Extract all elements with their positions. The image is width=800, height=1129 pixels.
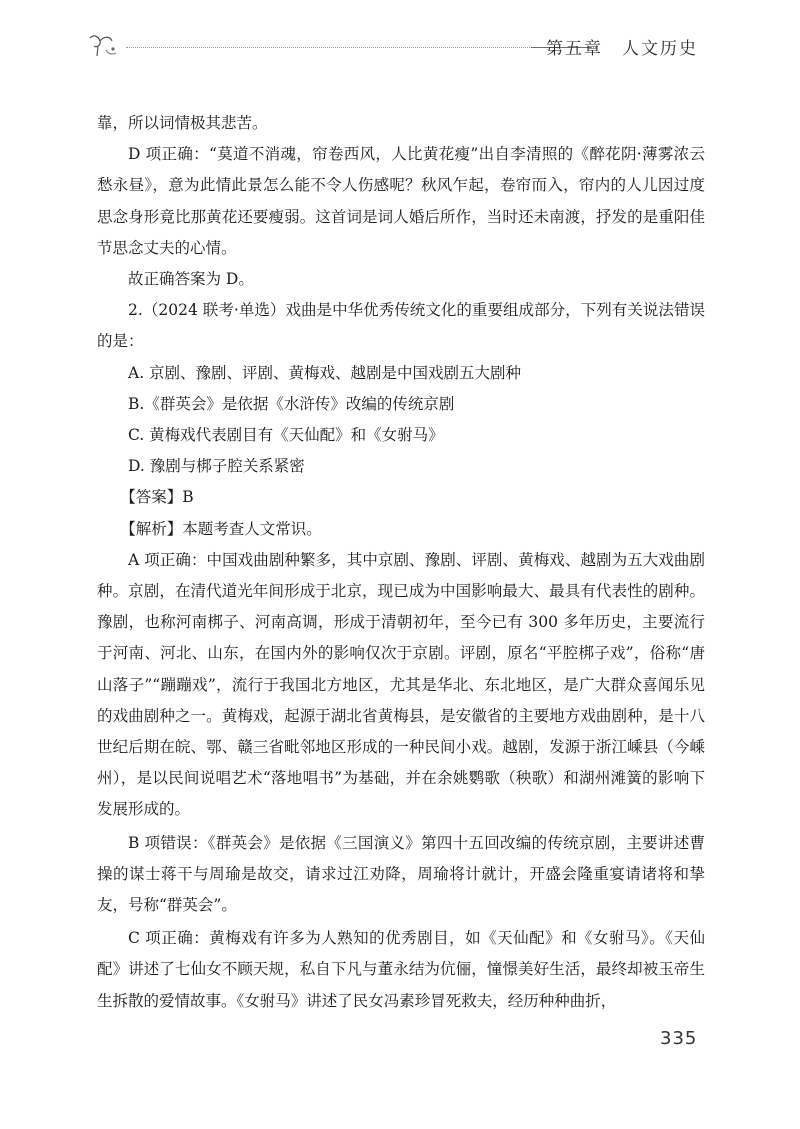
question-option-d: D. 豫剧与梆子腔关系紧密 bbox=[128, 457, 305, 476]
question-stem: 2.（2024 联考·单选）戏曲是中华优秀传统文化的重要组成部分，下列有关说法错误的是： bbox=[97, 301, 705, 351]
paragraph-option-d-explanation: D 项正确：“莫道不消魂，帘卷西风，人比黄花瘦”出自李清照的《醉花阴·薄雾浓云愁永昼》，意为此情此景怎么能不令人伤感呢？秋风乍起，卷帘而入，帘内的人儿因过度思念身形竟比那黄花还要瘦弱。这首词是词人婚后所作，当时还未南渡，抒发的是重阳佳节思念丈夫的心情。 bbox=[97, 145, 705, 257]
page-header bbox=[86, 32, 698, 62]
page-number: 335 bbox=[660, 1028, 698, 1049]
page-body bbox=[97, 108, 705, 1017]
paragraph-option-c-analysis: C 项正确：黄梅戏有许多为人熟知的优秀剧目，如《天仙配》和《女驸马》。《天仙配》讲述了七仙女不顾天规，私自下凡与董永结为伉俪，憧憬美好生活，最终却被玉帝生生拆散的爱情故事。《女驸马》讲述了民女冯素珍冒死救夫，经历种种曲折， bbox=[97, 929, 705, 1010]
question-option-a: A. 京剧、豫剧、评剧、黄梅戏、越剧是中国戏剧五大剧种 bbox=[128, 363, 522, 382]
header-rule bbox=[126, 47, 596, 48]
paragraph-option-b-analysis: B 项错误：《群英会》是依据《三国演义》第四十五回改编的传统京剧，主要讲述曹操的谋士蒋干与周瑜是故交，请求过江劝降，周瑜将计就计，开盛会隆重宴请诸将和挚友，号称“群英会”。 bbox=[97, 833, 705, 915]
question-option-b: B.《群英会》是依据《水浒传》改编的传统京剧 bbox=[128, 394, 455, 413]
analysis-label: 【解析】本题考查人文常识。 bbox=[120, 519, 322, 538]
paragraph-continuation: 靠，所以词情极其悲苦。 bbox=[97, 114, 268, 132]
paragraph-conclusion: 故正确答案为 D。 bbox=[128, 270, 254, 289]
paragraph-option-a-analysis: A 项正确：中国戏曲剧种繁多，其中京剧、豫剧、评剧、黄梅戏、越剧为五大戏曲剧种。京剧，在清代道光年间形成于北京，现已成为中国影响最大、最具有代表性的剧种。豫剧，也称河南梆子、河南高调，形成于清朝初年，至今已有 300 多年历史，主要流行于河南、河北、山东，在国内外的影响仅次于京剧。评剧，原名“平腔梆子戏”，俗称“唐山落子”“蹦蹦戏”，流行于我国北方地区，尤其是华北、东北地区，是广大群众喜闻乐见的戏曲剧种之一。黄梅戏，起源于湖北省黄梅县，是安徽省的主要地方戏曲剧种，是十八世纪后期在皖、鄂、赣三省毗邻地区形成的一种民间小戏。越剧，发源于浙江嵊县（今嵊州），是以民间说唱艺术“落地唱书”为基础，并在余姚鹦歌（秧歌）和湖州滩簧的影响下发展形成的。 bbox=[97, 550, 705, 819]
question-option-c: C. 黄梅戏代表剧目有《天仙配》和《女驸马》 bbox=[128, 426, 444, 445]
book-logo-icon bbox=[86, 32, 120, 60]
answer-label: 【答案】B bbox=[120, 488, 194, 507]
chapter-title: 第五章 人文历史 bbox=[546, 39, 698, 59]
